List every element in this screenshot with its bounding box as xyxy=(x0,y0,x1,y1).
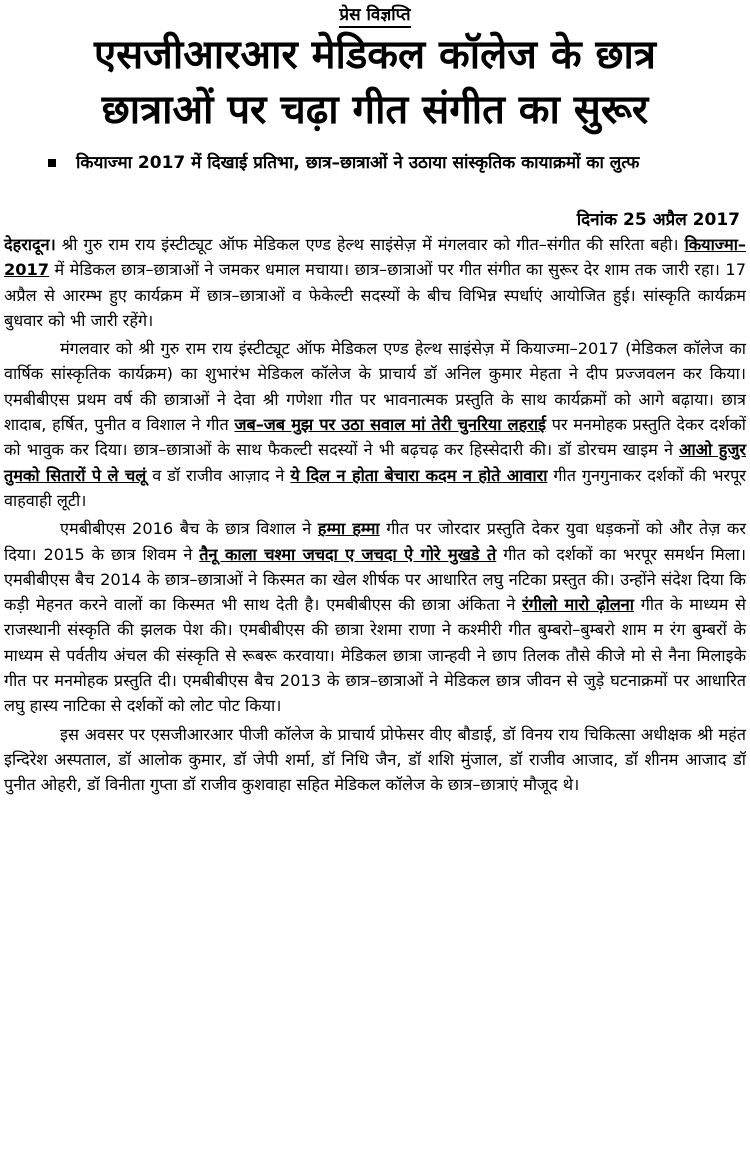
article-body xyxy=(4,232,746,801)
headline-line-1: एसजीआरआर मेडिकल कॉलेज के छात्र xyxy=(94,32,656,78)
song-title-6: रंगीलो मारो ढ़ोलना xyxy=(522,595,634,615)
paragraph-3 xyxy=(4,516,746,718)
p2-text-d: गीत गुनगुनाकर दर्शकों की भरपूर वाहवाही लूटी। xyxy=(4,465,746,510)
song-title-1: जब–जब मुझ पर उठा सवाल मां तेरी चुनरिया लहराई xyxy=(234,415,546,435)
p3-text-b: गीत पर जोरदार प्रस्तुति देकर युवा धड़कनों को और तेज़ कर दिया। 2015 के छात्र शिवम ने xyxy=(4,519,746,564)
dateline: देहरादून। xyxy=(4,235,56,254)
p2-text-a: मंगलवार को श्री गुरु राम राय इंस्टीट्यूट ऑफ मेडिकल एण्ड हेल्थ साइंसेज़ में कियाज्मा–2017 (मेडिकल कॉलेज का वार्षिक सांस्कृतिक कार्यक्रम) का शुभारंभ मेडिकल कॉलेज के प्राचार्य डॉ अनिल कुमार मेहता ने दीप प्रज्जवलन कर किया। एमबीबीएस प्रथम वर्ष की छात्राओं ने देवा श्री गणेशा गीत पर भावनात्मक प्रस्तुति के साथ कार्यक्रमों को आगे बढ़ाया। छात्र शादाब, हर्षित, पुनीत व विशाल ने गीत xyxy=(4,339,746,435)
p3-text-a: एमबीबीएस 2016 बैच के छात्र विशाल ने xyxy=(60,519,318,539)
song-title-2: आओ हुजुर तुमको सितारों पे ले चलूं xyxy=(4,440,746,485)
p2-text-b: पर मनमोहक प्रस्तुति देकर दर्शकों को भावुक कर दिया। छात्र–छात्राओं के साथ फैकल्टी सदस्यों ने भी बढ़चढ़ कर हिस्सेदारी की। डॉ डोरचम खाइम ने xyxy=(4,415,746,460)
subheadline-text: कियाज्मा 2017 में दिखाई प्रतिभा, छात्र–छात्राओं ने उठाया सांस्कृतिक कायाक्रमों का लुत्फ xyxy=(76,153,640,173)
event-name: कियाज्मा–2017 xyxy=(4,235,746,280)
p1-text-b: में मेडिकल छात्र–छात्राओं ने जमकर धमाल मचाया। छात्र–छात्राओं पर गीत संगीत का सुरूर देर शाम तक जारी रहा। 17 अप्रैल से आरम्भ हुए कार्यक्रम में छात्र–छात्राओं व फेकेल्टी सदस्यों के बीच विभिन्न स्पर्धाएं आयोजित हुई। सांस्कृति कार्यक्रम बुधवार को भी जारी रहेंगे। xyxy=(4,260,746,330)
label-wrap xyxy=(0,4,750,28)
paragraph-2 xyxy=(4,336,746,513)
p2-text-c: व डॉ राजीव आज़ाद ने xyxy=(146,465,291,485)
release-date: दिनांक 25 अप्रैल 2017 xyxy=(576,210,740,230)
paragraph-4: इस अवसर पर एसजीआरआर पीजी कॉलेज के प्राचार्य प्रोफेसर वीए बौडाई, डॉ विनय राय चिकित्सा अधीक्षक श्री महंत इन्दिरेश अस्पताल, डॉ आलोक कुमार, डॉ जेपी शर्मा, डॉ निधि जैन, डॉ शशि मुंजाल, डॉ राजीव आजाद, डॉ शीनम आजाद डॉ पुनीत ओहरी, डॉ विनीता गुप्ता डॉ राजीव कुशवाहा सहित मेडिकल कॉलेज के छात्र–छात्राएं मौजूद थे। xyxy=(4,724,746,795)
p3-text-d: गीत के माध्यम से राजस्थानी संस्कृति की झलक पेश की। एमबीबीएस की छात्रा रेशमा राणा ने कश्मीरी गीत बुम्बरो–बुम्बरो शाम म रंग बुम्बरों के माध्यम से पर्वतीय अंचल की संस्कृति से रूबरू करवाया। मेडिकल छात्रा जान्हवी ने छाप तिलक तौसे कीजे मो से नैना मिलाइके गीत पर मनमोहक प्रस्तुति दी। एमबीबीएस बैच 2013 के छात्र–छात्राओं ने मेडिकल छात्र जीवन से जुड़े घटनाक्रमों पर आधारित लघु हास्य नाटिका से दर्शकों को लोट पोट किया। xyxy=(4,595,746,716)
song-title-4: हम्मा हम्मा xyxy=(317,519,380,539)
headline-line-2: छात्राओं पर चढ़ा गीत संगीत का सुरूर xyxy=(101,87,649,133)
paragraph-1 xyxy=(4,232,746,333)
press-release-label: प्रेस विज्ञप्ति xyxy=(339,4,410,28)
song-title-3: ये दिल न होता बेचारा कदम न होते आवारा xyxy=(290,465,548,485)
p1-text-a: श्री गुरु राम राय इंस्टीट्यूट ऑफ मेडिकल एण्ड हेल्थ साइंसेज़ में मंगलवार को गीत–संगीत की सरिता बही। xyxy=(55,235,685,254)
square-bullet-icon xyxy=(48,159,56,167)
song-title-5: तैनू काला चश्मा जचदा ए जचदा ऐ गोरे मुखडे ते xyxy=(199,544,497,564)
subheadline xyxy=(62,150,722,176)
p3-text-c: गीत को दर्शकों का भरपूर समर्थन मिला। एमबीबीएस बैच 2014 के छात्र–छात्राओं ने किस्मत का खेल शीर्षक पर आधारित लघु नटिका प्रस्तुत की। उन्होंने संदेश दिया कि कड़ी मेहनत करने वालों का किस्मत भी साथ देती है। एमबीबीएस की छात्रा अंकिता ने xyxy=(4,544,746,615)
